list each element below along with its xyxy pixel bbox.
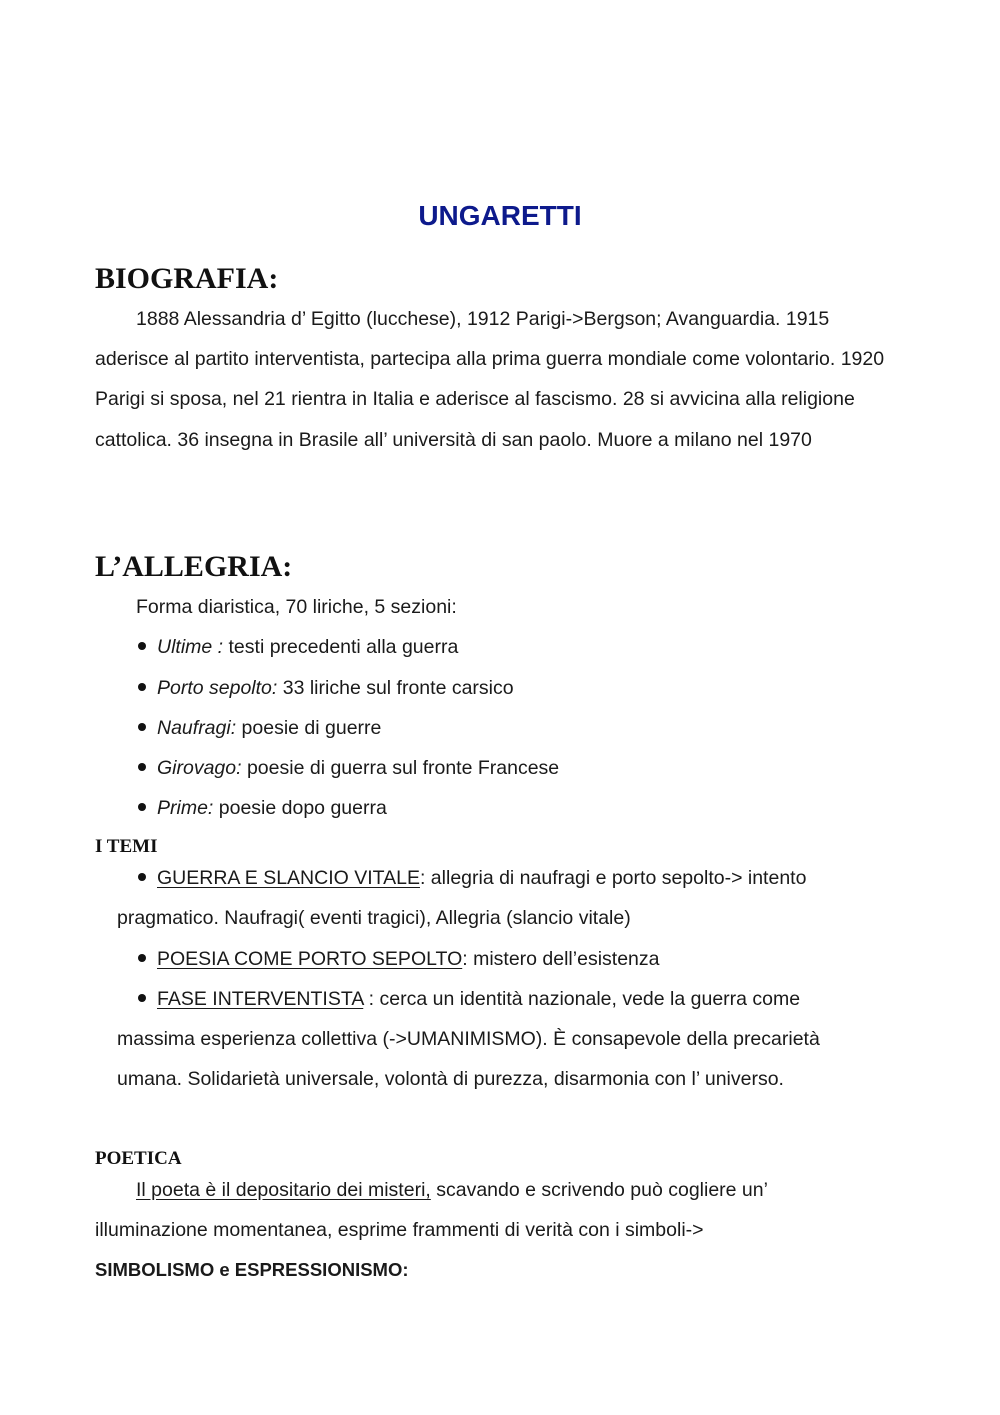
tema-text: : allegria di naufragi e porto sepolto-> intento	[419, 867, 807, 889]
section-desc: 33 liriche sul fronte carsico	[277, 677, 514, 699]
section-name: Prime:	[157, 797, 214, 819]
list-item	[138, 635, 458, 659]
section-desc: poesie dopo guerra	[213, 797, 387, 819]
allegria-intro: Forma diaristica, 70 liriche, 5 sezioni:	[136, 596, 457, 618]
list-item	[138, 756, 559, 780]
tema-title: GUERRA E SLANCIO VITALE	[157, 867, 420, 889]
tema-text: : mistero dell’esistenza	[462, 948, 660, 970]
heading-poetica: POETICA	[95, 1148, 182, 1169]
biografia-paragraph	[95, 299, 905, 460]
section-name: Porto sepolto:	[157, 677, 278, 699]
biografia-text: 1888 Alessandria d’ Egitto (lucchese), 1912 Parigi->Bergson; Avanguardia. 1915 aderisce al partito interventista, partecipa alla prima guerra mondiale come volontario. 1920 Parigi si sposa, nel 21 rientra in Italia e aderisce al fascismo. 28 si avvicina alla religione cattolica. 36 insegna in Brasile all’ università di san paolo. Muore a milano nel 1970	[95, 308, 885, 451]
poetica-line: illuminazione momentanea, esprime frammenti di verità con i simboli->	[95, 1219, 704, 1241]
bullet-icon	[138, 994, 146, 1002]
section-name: Girovago:	[157, 757, 242, 779]
bullet-icon	[138, 642, 146, 650]
list-item	[138, 947, 659, 971]
document-title: UNGARETTI	[418, 200, 582, 231]
poetica-line	[136, 1178, 768, 1202]
list-item	[138, 716, 381, 740]
heading-biografia: BIOGRAFIA:	[95, 262, 279, 295]
list-item	[138, 987, 800, 1011]
poetica-underlined: Il poeta è il depositario dei misteri,	[136, 1179, 431, 1201]
bullet-icon	[138, 803, 146, 811]
section-desc: poesie di guerre	[236, 717, 382, 739]
section-name: Naufragi:	[157, 717, 237, 739]
tema-text: : cerca un identità nazionale, vede la guerra come	[363, 988, 801, 1010]
poetica-final: SIMBOLISMO e ESPRESSIONISMO:	[95, 1259, 409, 1280]
tema-title: POESIA COME PORTO SEPOLTO	[157, 948, 463, 970]
tema-continuation: umana. Solidarietà universale, volontà di purezza, disarmonia con l’ universo.	[117, 1068, 784, 1090]
tema-title: FASE INTERVENTISTA	[157, 988, 364, 1010]
list-item	[138, 676, 514, 700]
bullet-icon	[138, 954, 146, 962]
bullet-icon	[138, 873, 146, 881]
poetica-text: scavando e scrivendo può cogliere un’	[430, 1179, 768, 1201]
bullet-icon	[138, 763, 146, 771]
section-name: Ultime :	[157, 636, 224, 658]
list-item	[138, 866, 806, 890]
list-item	[138, 796, 387, 820]
tema-continuation: massima esperienza collettiva (->UMANIMISMO). È consapevole della precarietà	[117, 1028, 820, 1050]
bullet-icon	[138, 683, 146, 691]
section-desc: poesie di guerra sul fronte Francese	[241, 757, 560, 779]
heading-temi: I TEMI	[95, 836, 158, 857]
bullet-icon	[138, 723, 146, 731]
heading-allegria: L’ALLEGRIA:	[95, 550, 293, 583]
tema-continuation: pragmatico. Naufragi( eventi tragici), Allegria (slancio vitale)	[117, 907, 631, 929]
section-desc: testi precedenti alla guerra	[223, 636, 459, 658]
